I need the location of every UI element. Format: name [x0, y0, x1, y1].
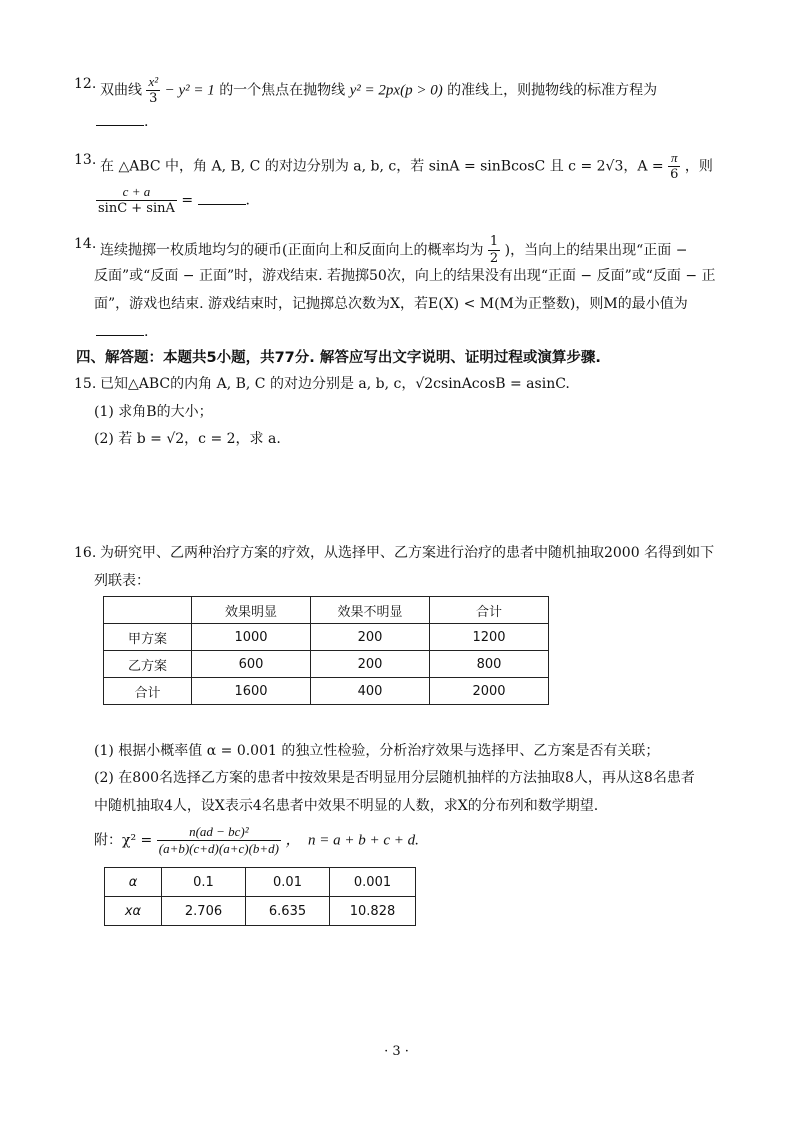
- q12-fraction: $\frac{\text{x²}}{3}$: [148, 74, 159, 106]
- appendix-label: 附：χ² =: [94, 832, 153, 849]
- table-row: 乙方案 600 200 800: [104, 651, 549, 678]
- answer-blank[interactable]: [198, 192, 246, 205]
- table-row: α 0.1 0.01 0.001: [105, 868, 416, 897]
- reference-table: [104, 867, 416, 926]
- q12-mid: 的一个焦点在抛物线: [219, 82, 346, 99]
- q16-number: 16.: [74, 545, 97, 561]
- q12-equation: − y² = 1: [164, 82, 215, 99]
- q13-text: 在 △ABC 中，角 A, B, C 的对边分别为 a, b, c，若 sinA = sinBcosC 且 c = 2√3，A =: [100, 158, 664, 175]
- q12-prefix: 双曲线: [100, 82, 142, 99]
- table-header-cell: 效果不明显: [311, 597, 430, 624]
- answer-blank[interactable]: [96, 113, 144, 126]
- answer-blank[interactable]: [96, 323, 144, 336]
- table-row: 合计 1600 400 2000: [104, 678, 549, 705]
- table-header-cell: 合计: [430, 597, 549, 624]
- q13-ratio-fraction: $\frac{c + a}{\sin C + \sin A}$: [98, 184, 175, 216]
- q13-angle-fraction: $\frac{\pi}{6}$: [670, 150, 679, 182]
- q12-number: 12.: [74, 76, 97, 92]
- table-header-cell: 效果明显: [192, 597, 311, 624]
- table-row: xα 2.706 6.635 10.828: [105, 897, 416, 926]
- page-number: · 3 ·: [384, 1044, 409, 1059]
- q14-half-fraction: $\frac{1}{2}$: [489, 234, 499, 266]
- table-header-cell: [104, 597, 192, 624]
- contingency-table: [103, 596, 549, 705]
- q12-suffix: 的准线上，则抛物线的标准方程为: [447, 82, 658, 99]
- chi-square-fraction: $\frac{\text{n(ad − bc)²}}{(a+b)(c+d)(a+c)(b+d)}$: [158, 824, 279, 856]
- q13-number: 13.: [74, 152, 97, 168]
- q12-parabola: y² = 2px(p > 0): [349, 82, 443, 99]
- q14-number: 14.: [74, 236, 97, 252]
- n-definition: ， n = a + b + c + d.: [285, 832, 419, 849]
- table-row: 甲方案 1000 200 1200: [104, 624, 549, 651]
- q15-number: 15.: [74, 376, 97, 392]
